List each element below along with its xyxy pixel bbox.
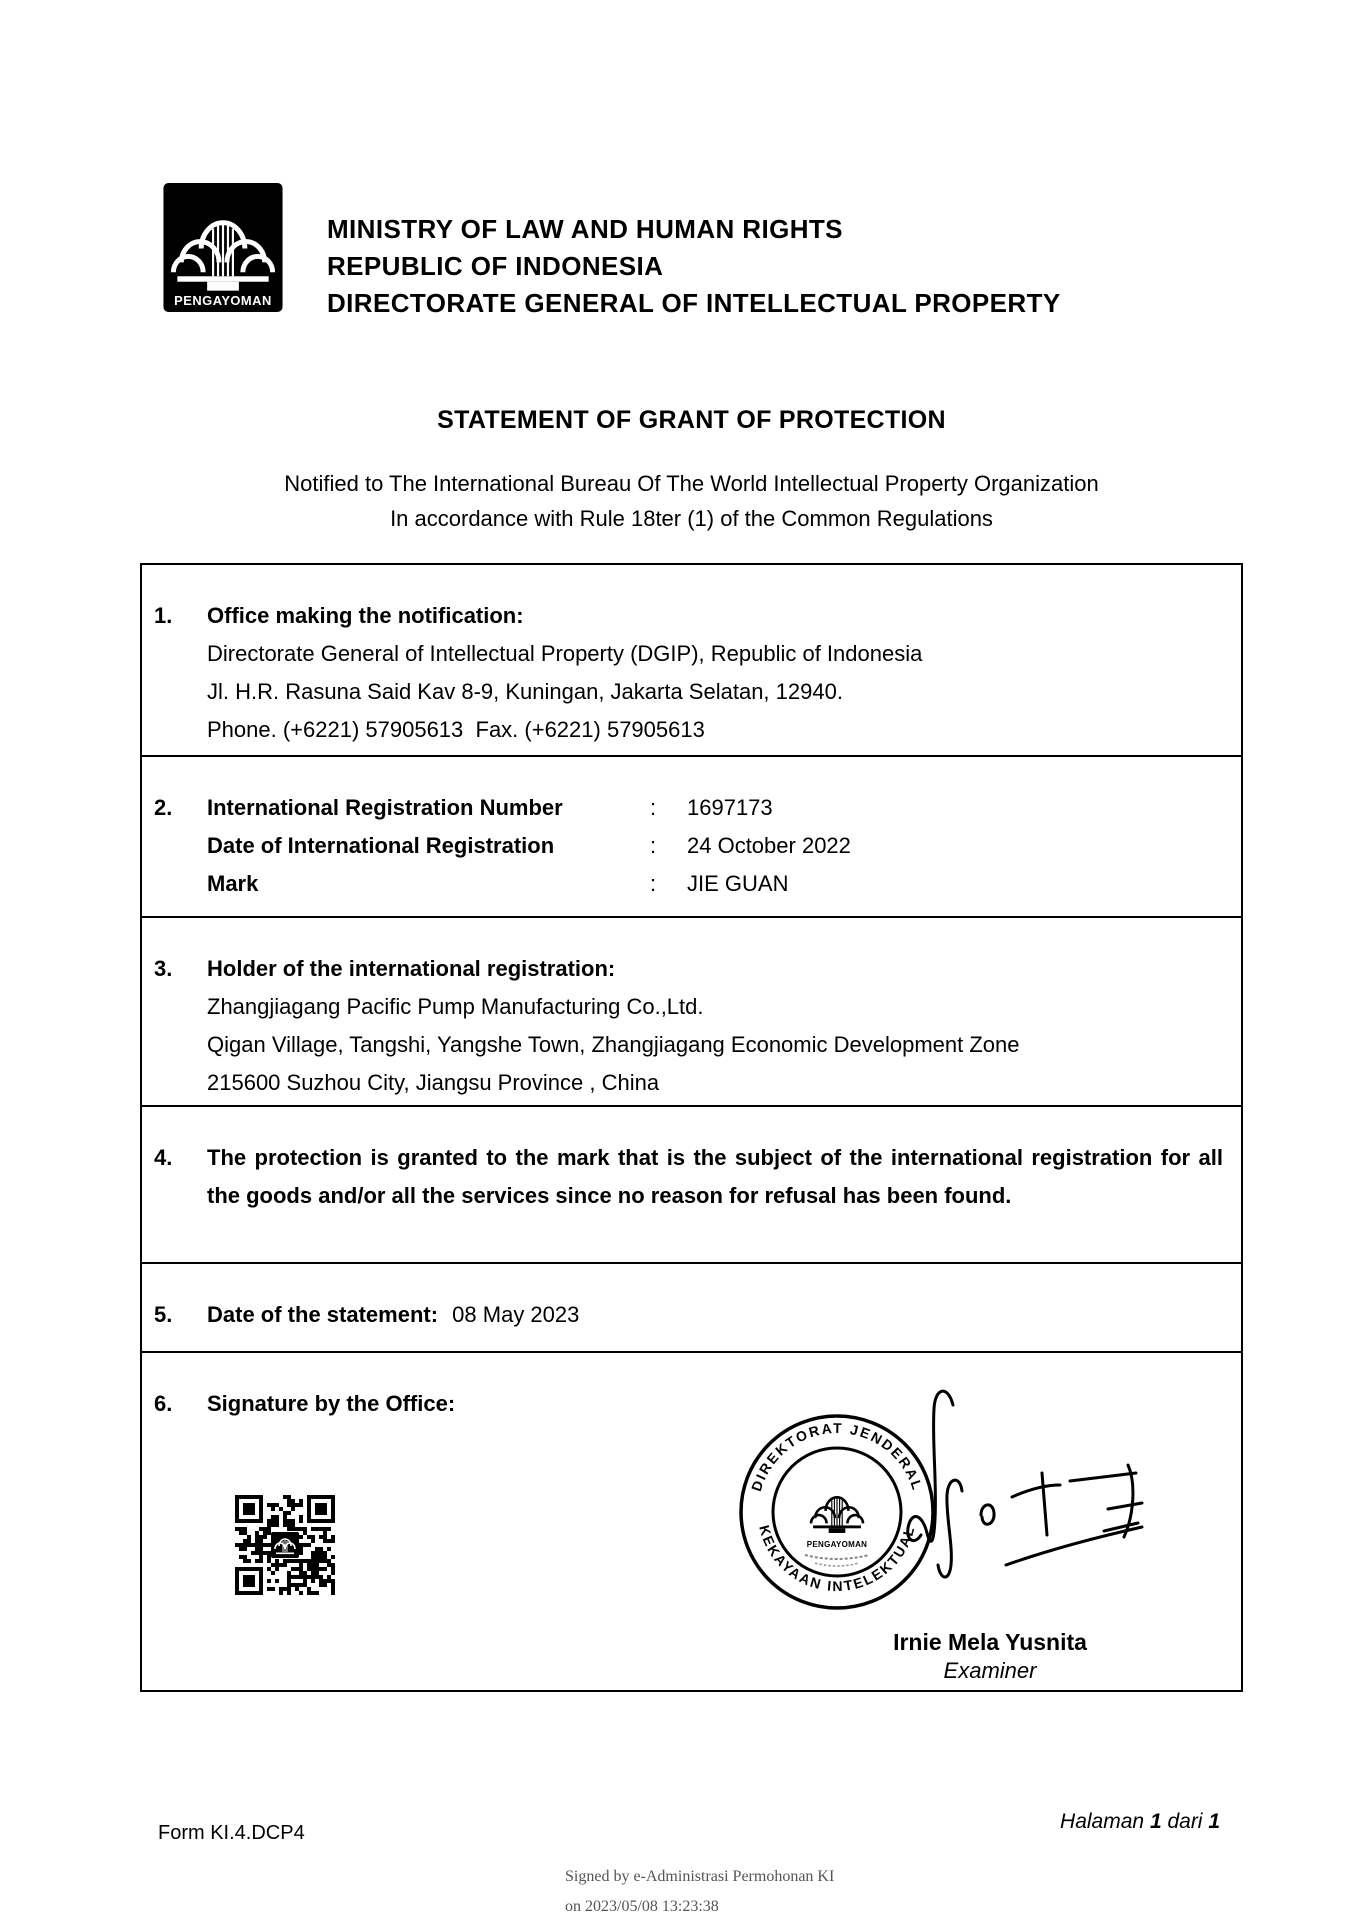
field-colon: : [650,871,657,896]
section-number: 1. [154,603,173,628]
signature-heading: Signature by the Office: [207,1391,456,1416]
field-registration-number [207,789,1223,827]
section-number: 5. [154,1302,173,1327]
page-word-1: Halaman [1060,1810,1150,1833]
logo-caption: PENGAYOMAN [174,293,272,309]
registration-number-value: 1697173 [687,795,773,820]
subtitle-line-1: Notified to The International Bureau Of The World Intellectual Property Organization [284,471,1099,496]
qr-center-logo [271,1532,299,1558]
svg-text:DIREKTORAT JENDERAL [748,1420,926,1493]
registration-date-value: 24 October 2022 [687,833,851,858]
section-number: 3. [154,956,173,981]
section-date [142,1262,1241,1351]
protection-statement: The protection is granted to the mark that is the subject of the international registration for all the goods and/or all the services since no reason for refusal has been found. [207,1145,1223,1208]
holder-line-1: Zhangjiagang Pacific Pump Manufacturing Co.,Ltd. [207,994,704,1019]
statement-table [140,563,1243,1692]
field-label: Mark [207,871,259,896]
section-number: 6. [154,1391,173,1416]
statement-date-value: 08 May 2023 [452,1302,580,1327]
official-stamp [741,1416,933,1608]
signer-block [830,1627,1150,1685]
form-identifier: Form KI.4.DCP4 [158,1822,305,1844]
page-current: 1 [1149,1810,1162,1833]
field-label: Date of International Registration [207,833,555,858]
section-signature [142,1351,1241,1690]
digital-signature-note [565,1862,834,1920]
ministry-line-2: REPUBLIC OF INDONESIA [327,251,664,281]
section-office [142,565,1241,755]
field-mark [207,865,1223,903]
stamp-top-text: DIREKTORAT JENDERAL [747,1419,927,1494]
document-title: STATEMENT OF GRANT OF PROTECTION [437,406,946,434]
signed-on-line: on 2023/05/08 13:23:38 [565,1898,719,1915]
field-label: International Registration Number [207,795,563,820]
signer-title: Examiner [943,1658,1037,1683]
section-number: 2. [154,795,173,820]
office-stamp-and-signature [700,1385,1170,1665]
page-total: 1 [1208,1810,1220,1833]
page-number [1060,1810,1220,1834]
signer-name: Irnie Mela Yusnita [893,1629,1087,1655]
holder-heading: Holder of the international registration: [207,956,616,981]
ministry-line-1: MINISTRY OF LAW AND HUMAN RIGHTS [327,214,843,244]
office-line-1: Directorate General of Intellectual Property (DGIP), Republic of Indonesia [207,641,923,666]
stamp-center-caption: PENGAYOMAN [806,1540,868,1549]
subtitle-line-2: In accordance with Rule 18ter (1) of the Common Regulations [390,506,993,531]
section-holder [142,916,1241,1105]
section-registration [142,755,1241,916]
holder-line-3: 215600 Suzhou City, Jiangsu Province , China [207,1070,660,1095]
field-colon: : [650,833,657,858]
section-number: 4. [154,1145,173,1170]
page-word-2: dari [1161,1810,1209,1833]
office-heading: Office making the notification: [207,603,524,628]
section-protection [142,1105,1241,1262]
signed-by-line: Signed by e-Administrasi Permohonan KI [565,1868,835,1885]
mark-value: JIE GUAN [687,871,789,896]
field-registration-date [207,827,1223,865]
qr-code [235,1495,335,1595]
document-subtitle [60,466,1323,536]
ministry-logo [163,183,283,312]
ministry-line-3: DIRECTORATE GENERAL OF INTELLECTUAL PROPERTY [327,288,1061,318]
field-colon: : [650,795,657,820]
statement-date-label: Date of the statement: [207,1302,439,1327]
handwritten-signature [908,1391,1142,1577]
stamp-bottom-text: KEKAYAAN INTELEKTUAL [756,1523,918,1595]
ministry-header [327,211,1061,322]
office-line-3: Phone. (+6221) 57905613 Fax. (+6221) 57905613 [207,717,705,742]
office-line-2: Jl. H.R. Rasuna Said Kav 8-9, Kuningan, Jakarta Selatan, 12940. [207,679,843,704]
holder-line-2: Qigan Village, Tangshi, Yangshe Town, Zhangjiagang Economic Development Zone [207,1032,1020,1057]
